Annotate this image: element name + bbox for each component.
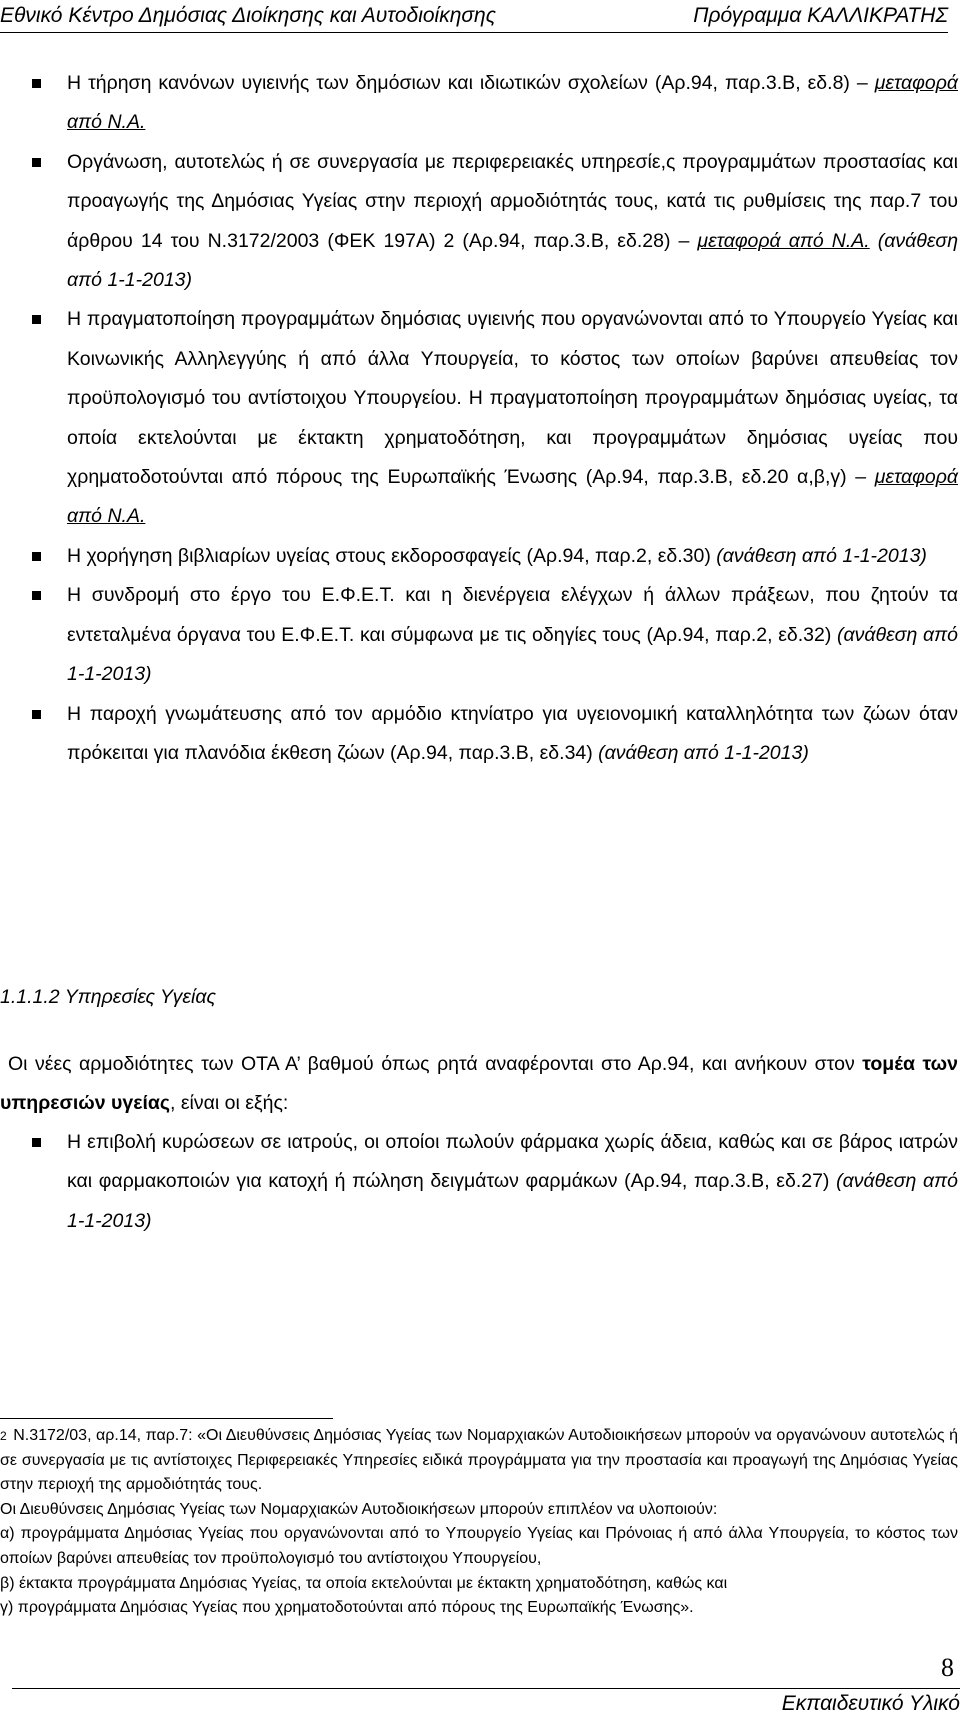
footnote — [0, 1424, 958, 1621]
list-item: Η πραγματοποίηση προγραμμάτων δημόσιας υγιεινής που οργανώνονται από το Υπουργείο Υγείας και Κοινωνικής Αλληλεγγύης ή από άλλα Υπουργεία, το κόστος των οποίων βαρύνει απευθείας τον προϋπολογισμό του αντίστοιχου Υπουργείου. Η πραγματοποίηση προγραμμάτων δημόσιας υγείας, τα οποία εκτελούνται με έκτακτη χρηματοδότηση, και προγραμμάτων δημόσιας υγείας που χρηματοδοτούνται από πόρους της Ευρωπαϊκής Ένωσης (Αρ.94, παρ.3.Β, εδ.20 α,β,γ) – μεταφορά από Ν.Α. — [0, 300, 958, 536]
responsibilities-list — [0, 64, 958, 773]
list-item: Η συνδρομή στο έργο του Ε.Φ.Ε.Τ. και η διενέργεια ελέγχων ή άλλων πράξεων, που ζητούν τα εντεταλμένα όργανα του Ε.Φ.Ε.Τ. και σύμφωνα με τις οδηγίες τους (Αρ.94, παρ.2, εδ.32) (ανάθεση από 1-1-2013) — [0, 576, 958, 694]
list-item: Η τήρηση κανόνων υγιεινής των δημόσιων και ιδιωτικών σχολείων (Αρ.94, παρ.3.Β, εδ.8) – μεταφορά από Ν.Α. — [0, 64, 958, 143]
page-number: 8 — [941, 1653, 954, 1682]
health-services-list — [0, 1123, 958, 1241]
header-program: Πρόγραμμα ΚΑΛΛΙΚΡΑΤΗΣ — [693, 4, 948, 27]
list-item: Η επιβολή κυρώσεων σε ιατρούς, οι οποίοι πωλούν φάρμακα χωρίς άδεια, καθώς και σε βάρος ιατρών και φαρμακοποιών για κατοχή ή πώληση δειγμάτων φαρμάκων (Αρ.94, παρ.3.Β, εδ.27) (ανάθεση από 1-1-2013) — [0, 1123, 958, 1241]
health-services-list-wrapper — [0, 1123, 958, 1241]
list-item: Οργάνωση, αυτοτελώς ή σε συνεργασία με περιφερειακές υπηρεσίε,ς προγραμμάτων προστασίας και προαγωγής της Δημόσιας Υγείας στην περιοχή αρμοδιότητάς τους, κατά τις ρυθμίσεις της παρ.7 του άρθρου 14 του Ν.3172/2003 (ΦΕΚ 197Α) 2 (Αρ.94, παρ.3.Β, εδ.28) – μεταφορά από Ν.Α. (ανάθεση από 1-1-2013) — [0, 143, 958, 301]
list-item: Η παροχή γνωμάτευσης από τον αρμόδιο κτηνίατρο για υγειονομική καταλληλότητα των ζώων όταν πρόκειται για πλανόδια έκθεση ζώων (Αρ.94, παρ.3.Β, εδ.34) (ανάθεση από 1-1-2013) — [0, 695, 958, 774]
footnote-line: γ) προγράμματα Δημόσιας Υγείας που χρηματοδοτούνται από πόρους της Ευρωπαϊκής Ένωσης». — [0, 1599, 694, 1617]
footnote-marker: 2 — [0, 1429, 7, 1443]
page-footer: Εκπαιδευτικό Υλικό — [12, 1688, 960, 1719]
list-item: Η χορήγηση βιβλιαρίων υγείας στους εκδοροσφαγείς (Αρ.94, παρ.2, εδ.30) (ανάθεση από 1-1-2013) — [0, 537, 958, 576]
intro-paragraph: Οι νέες αρμοδιότητες των ΟΤΑ Α’ βαθμού όπως ρητά αναφέρονται στο Αρ.94, και ανήκουν στον τομέα των υπηρεσιών υγείας, είναι οι εξής: — [0, 1053, 958, 1115]
page-header — [0, 2, 948, 33]
section-title: 1.1.1.2 Υπηρεσίες Υγείας — [0, 986, 216, 1008]
footnote-line: α) προγράμματα Δημόσιας Υγείας που οργανώνονται από το Υπουργείο Υγείας και Πρόνοιας ή από άλλα Υπουργεία, το κόστος των οποίων βαρύνει απευθείας τον προϋπολογισμό του αντίστοιχου Υπουργείου, — [0, 1525, 958, 1567]
emphasis-text: τομέα των υπηρεσιών υγείας — [0, 1053, 958, 1115]
header-organization: Εθνικό Κέντρο Δημόσιας Διοίκησης και Αυτοδιοίκησης — [0, 4, 496, 27]
main-content — [0, 64, 958, 773]
footnote-separator — [0, 1418, 333, 1419]
footnote-line: 2 Ν.3172/03, αρ.14, παρ.7: «Οι Διευθύνσεις Δημόσιας Υγείας των Νομαρχιακών Αυτοδιοικήσεων μπορούν να οργανώνουν αυτοτελώς ή σε συνεργασία με τις αντίστοιχες Περιφερειακές Υπηρεσίες ειδικά προγράμματα για την προστασία και προαγωγή της Δημόσιας Υγείας στην περιοχή της αρμοδιότητάς τους. — [0, 1427, 958, 1494]
footnote-line: β) έκτακτα προγράμματα Δημόσιας Υγείας, τα οποία εκτελούνται με έκτακτη χρηματοδότηση, καθώς και — [0, 1574, 728, 1592]
footnote-line: Οι Διευθύνσεις Δημόσιας Υγείας των Νομαρχιακών Αυτοδιοικήσεων μπορούν επιπλέον να υλοποιούν: — [0, 1500, 718, 1518]
